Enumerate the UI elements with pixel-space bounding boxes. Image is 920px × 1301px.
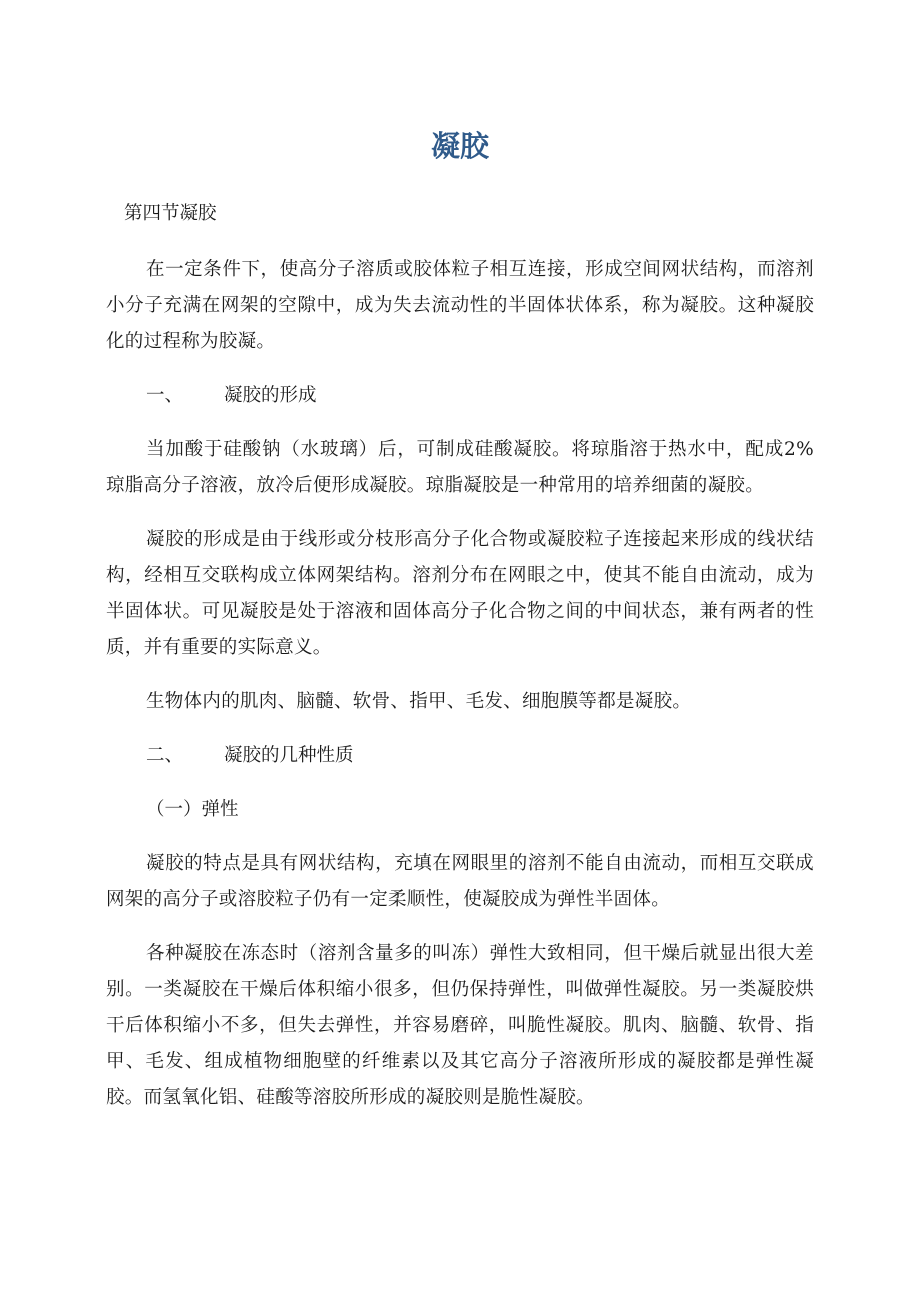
paragraph-intro: 在一定条件下，使高分子溶质或胶体粒子相互连接，形成空间网状结构，而溶剂小分子充满在网架的空隙中，成为失去流动性的半固体状体系，称为凝胶。这种凝胶化的过程称为胶凝。 <box>106 259 814 352</box>
section-title: 凝胶的几种性质 <box>224 745 354 766</box>
document-body <box>106 196 814 1116</box>
paragraph-elastic-1: 凝胶的特点是具有网状结构，充填在网眼里的溶剂不能自由流动，而相互交联成网架的高分子或溶胶粒子仍有一定柔顺性，使凝胶成为弹性半固体。 <box>106 853 814 910</box>
subsection-heading-elastic: （一）弹性 <box>146 799 239 820</box>
section-heading-two <box>106 738 814 774</box>
paragraph-elastic-2: 各种凝胶在冻态时（溶剂含量多的叫冻）弹性大致相同，但干燥后就显出很大差别。一类凝胶在干燥后体积缩小很多，但仍保持弹性，叫做弹性凝胶。另一类凝胶烘干后体积缩小不多，但失去弹性，并容易磨碎，叫脆性凝胶。肌肉、脑髓、软骨、指甲、毛发、组成植物细胞壁的纤维素以及其它高分子溶液所形成的凝胶都是弹性凝胶。而氢氧化铝、硅酸等溶胶所形成的凝胶则是脆性凝胶。 <box>106 943 814 1108</box>
section-number: 二、 <box>146 745 184 766</box>
section-title: 凝胶的形成 <box>224 385 317 406</box>
section-number: 一、 <box>146 385 184 406</box>
paragraph-formation-3: 生物体内的肌肉、脑髓、软骨、指甲、毛发、细胞膜等都是凝胶。 <box>146 691 692 712</box>
document-title: 凝胶 <box>430 129 489 163</box>
section-heading-one <box>106 378 814 414</box>
paragraph-formation-2: 凝胶的形成是由于线形或分枝形高分子化合物或凝胶粒子连接起来形成的线状结构，经相互交联构成立体网架结构。溶剂分布在网眼之中，使其不能自由流动，成为半固体状。可见凝胶是处于溶液和固体高分子化合物之间的中间状态，兼有两者的性质，并有重要的实际意义。 <box>106 529 814 658</box>
chapter-heading: 第四节凝胶 <box>124 203 217 224</box>
paragraph-formation-1: 当加酸于硅酸钠（水玻璃）后，可制成硅酸凝胶。将琼脂溶于热水中，配成2%琼脂高分子溶液，放冷后便形成凝胶。琼脂凝胶是一种常用的培养细菌的凝胶。 <box>106 439 814 496</box>
